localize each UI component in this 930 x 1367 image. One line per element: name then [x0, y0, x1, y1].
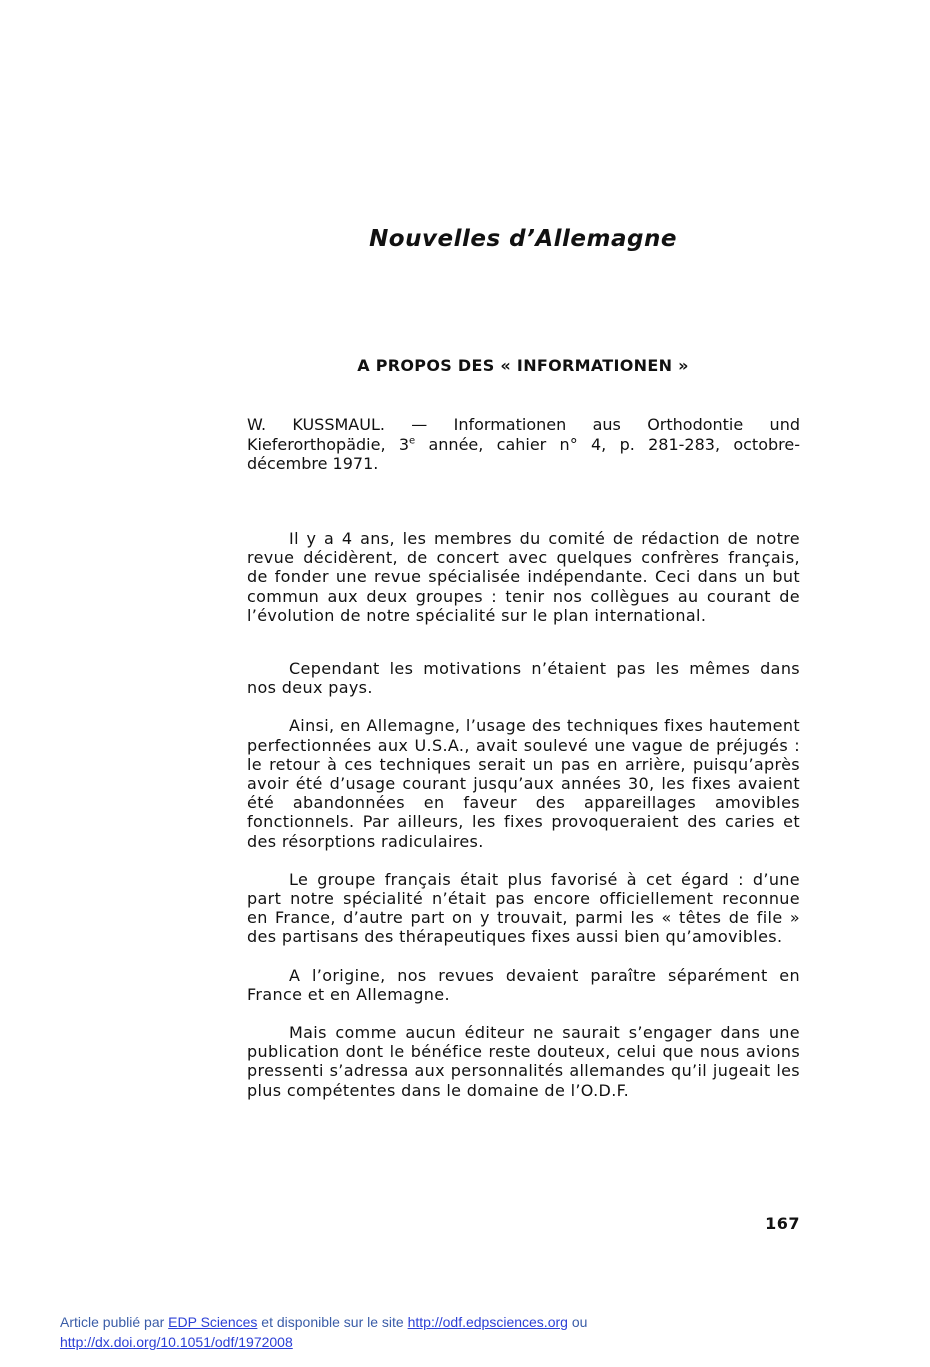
doi-link[interactable]: http://dx.doi.org/10.1051/odf/1972008	[60, 1334, 293, 1350]
footer-text-3: ou	[567, 1314, 588, 1330]
reference-superscript: e	[409, 435, 416, 447]
article-body	[247, 529, 800, 1100]
publisher-footer	[60, 1312, 880, 1352]
paragraph-1: Il y a 4 ans, les membres du comité de rédaction de notre revue décidèrent, de concert avec quelques confrères français, de fonder une revue spécialisée indépendante. Ceci dans un but commun aux deux groupes : tenir nos collègues au courant de l’évolution de notre spécialité sur le plan international.	[247, 529, 800, 625]
reference-text-part2: année, cahier n° 4, p. 281-283, octobre-décembre 1971.	[247, 434, 800, 473]
paragraph-2: Cependant les motivations n’étaient pas les mêmes dans nos deux pays.	[247, 659, 800, 698]
footer-text-1: Article publié par	[60, 1314, 169, 1330]
reference-text-part1: W. KUSSMAUL. — Informationen aus Orthodontie und Kieferorthopädie, 3	[247, 415, 800, 454]
paragraph-5: A l’origine, nos revues devaient paraître séparément en France et en Allemagne.	[247, 965, 800, 1004]
article-heading: Nouvelles d’Allemagne	[369, 226, 677, 252]
section-title: A PROPOS DES « INFORMATIONEN »	[357, 356, 689, 375]
bibliographic-reference	[247, 415, 800, 474]
paragraph-4: Le groupe français était plus favorisé à cet égard : d’une part notre spécialité n’était pas encore officiellement reconnue en France, d’autre part on y trouvait, parmi les « têtes de file » des partisans des thérapeutiques fixes aussi bien qu’amovibles.	[247, 869, 800, 947]
edp-sciences-link[interactable]: EDP Sciences	[168, 1314, 258, 1330]
footer-text-2: et disponible sur le site	[257, 1314, 408, 1330]
odf-site-link[interactable]: http://odf.edpsciences.org	[407, 1314, 568, 1330]
paragraph-6: Mais comme aucun éditeur ne saurait s’engager dans une publication dont le bénéfice reste douteux, celui que nous avions pressenti s’adressa aux personnalités allemandes qu’il jugeait les plus compétentes dans le domaine de l’O.D.F.	[247, 1023, 800, 1100]
page-number: 167	[765, 1214, 800, 1233]
paragraph-3: Ainsi, en Allemagne, l’usage des techniques fixes hautement perfectionnées aux U.S.A., avait soulevé une vague de préjugés : le retour à ces techniques serait un pas en arrière, puisqu’après avoir été d’usage courant jusqu’aux années 30, les fixes avaient été abandonnées en faveur des appareillages amovibles fonctionnels. Par ailleurs, les fixes provoqueraient des caries et des résorptions radiculaires.	[247, 716, 800, 851]
